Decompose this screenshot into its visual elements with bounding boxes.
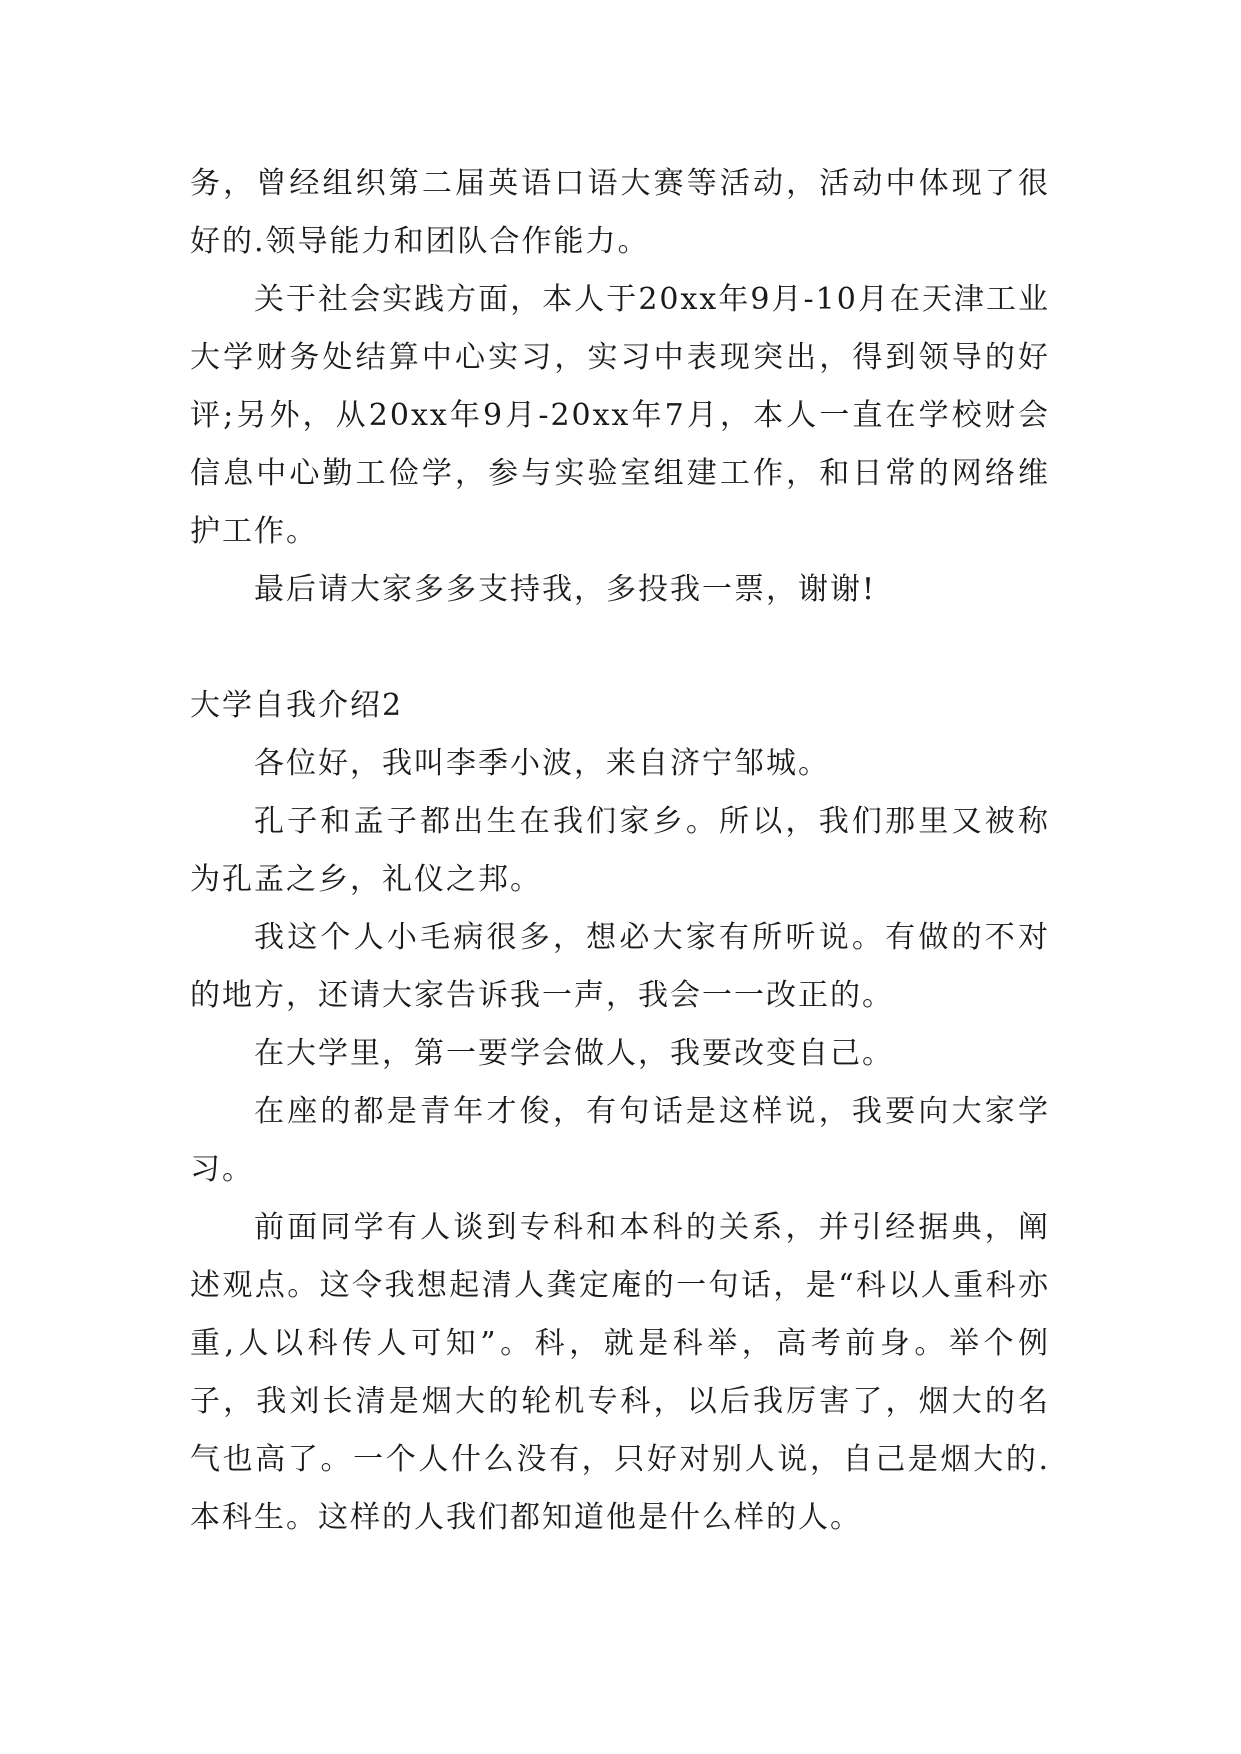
paragraph-hometown: 孔子和孟子都出生在我们家乡。所以，我们那里又被称为孔孟之乡，礼仪之邦。 <box>190 804 1050 897</box>
paragraph-greeting: 各位好，我叫李季小波，来自济宁邹城。 <box>254 746 830 781</box>
paragraph-learn-to-be: 在大学里，第一要学会做人，我要改变自己。 <box>254 1036 894 1071</box>
paragraph-faults: 我这个人小毛病很多，想必大家有所听说。有做的不对的地方，还请大家告诉我一声，我会一一改正的。 <box>190 920 1050 1013</box>
paragraph-continuation: 务，曾经组织第二届英语口语大赛等活动，活动中体现了很好的.领导能力和团队合作能力。 <box>190 166 1050 259</box>
paragraph-closing: 最后请大家多多支持我，多投我一票，谢谢! <box>254 572 877 607</box>
paragraph-learn-from-all: 在座的都是青年才俊，有句话是这样说，我要向大家学习。 <box>190 1094 1050 1187</box>
document-body <box>190 155 1050 1547</box>
paragraph-social-practice: 关于社会实践方面，本人于20xx年9月-10月在天津工业大学财务处结算中心实习，实习中表现突出，得到领导的好评;另外，从20xx年9月-20xx年7月，本人一直在学校财会信息中心勤工俭学，参与实验室组建工作，和日常的网络维护工作。 <box>190 282 1050 549</box>
section-title: 大学自我介绍2 <box>190 688 404 723</box>
paragraph-college-relationship: 前面同学有人谈到专科和本科的关系，并引经据典，阐述观点。这令我想起清人龚定庵的一句话，是“科以人重科亦重,人以科传人可知”。科，就是科举，高考前身。举个例子，我刘长清是烟大的轮机专科，以后我厉害了，烟大的名气也高了。一个人什么没有，只好对别人说，自己是烟大的.本科生。这样的人我们都知道他是什么样的人。 <box>190 1210 1050 1535</box>
